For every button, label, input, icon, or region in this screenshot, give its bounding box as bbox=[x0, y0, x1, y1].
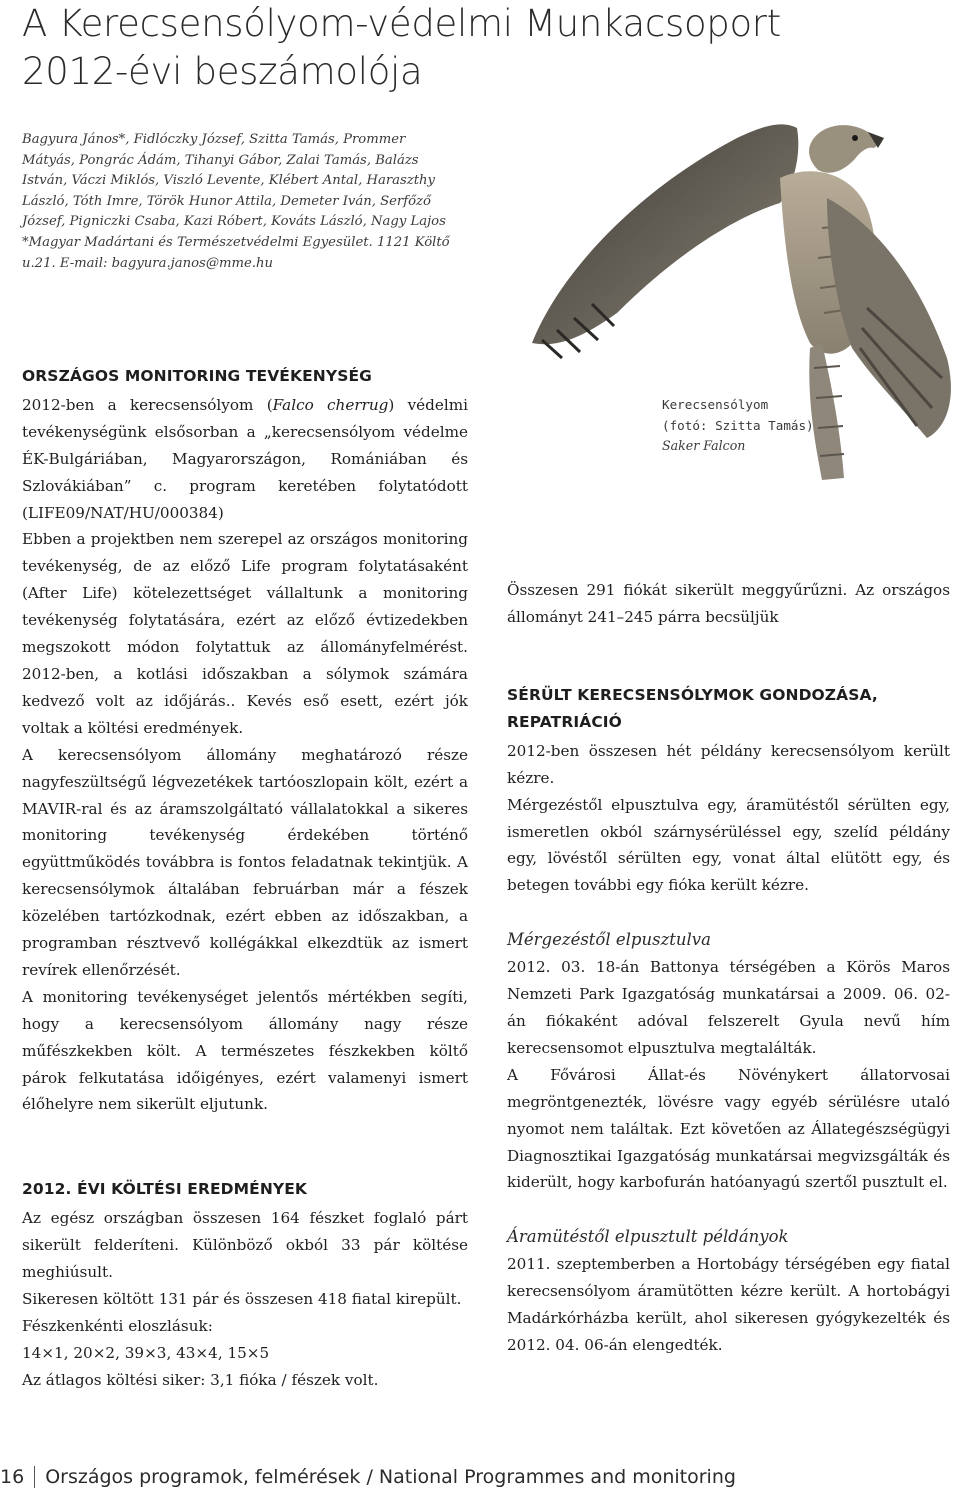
caption-species: Kerecsensólyom bbox=[662, 397, 769, 412]
caption-credit: (fotó: Szitta Tamás) bbox=[662, 417, 814, 433]
monitoring-paragraph-1 bbox=[22, 392, 468, 527]
injured-paragraph-2: Mérgezéstől elpusztulva egy, áramütéstől sérülten egy, ismeretlen okból szárnysérüléssel egy, szelíd példány egy, lövéstől sérülten egy, vonat által elütött egy, és betegen további egy fióka került kézre. bbox=[507, 795, 950, 895]
author-affiliation: *Magyar Madártani és Természetvédelmi Egyesület. 1121 Költő u.21. E-mail: bagyura.janos@mme.hu bbox=[22, 234, 450, 271]
right-column-injured bbox=[507, 682, 950, 1359]
caption-english: Saker Falcon bbox=[662, 438, 746, 453]
monitoring-paragraph-3: A kerecsensólyom állomány meghatározó része nagyfeszültségű légvezetékek tartóoszlopain költ, ezért a MAVIR-ral és az áramszolgáltató vállalatokkal a sikeres monitoring tevékenység érdekében történő együttműködés továbbra is fontos feladatnak tekintjük. A kerecsensólymok általában februárban már a fészek közelében tartózkodnak, ezért ebben az időszakban, a programban résztvevő kollégákkal elkezdtük az ismert revírek ellenőrzését. bbox=[22, 745, 468, 979]
poisoning-paragraph-1: 2012. 03. 18-án Battonya térségében a Körös Maros Nemzeti Park Igazgatóság munkatársai a 2009. 06. 02-án fiókaként adóval felszerelt Gyula nevű hím kerecsensomot elpusztulva megtalálták. bbox=[507, 958, 950, 1057]
author-names: Bagyura János*, Fidlóczky József, Szitta Tamás, Prommer Mátyás, Pongrác Ádám, Tihanyi Gábor, Zalai Tamás, Balázs István, Váczi Miklós, Viszló Levente, Klébert Antal, Haraszthy László, Tóth Imre, Török Hunor Attila, Demeter Iván, Serfőző József, Pigniczki Csaba, Kazi Róbert, Kováts László, Nagy Lajos bbox=[22, 132, 446, 230]
page-number: 16 bbox=[0, 1466, 35, 1488]
injured-heading-line-1: SÉRÜLT KERECSENSÓLYMOK GONDOZÁSA, bbox=[507, 686, 878, 704]
monitoring-heading: ORSZÁGOS MONITORING TEVÉKENYSÉG bbox=[22, 367, 372, 385]
injured-heading-line-2: REPATRIÁCIÓ bbox=[507, 712, 622, 731]
title-line-1: A Kerecsensólyom-védelmi Munkacsoport bbox=[22, 2, 781, 45]
ringing-paragraph: Összesen 291 fiókát sikerült meggyűrűzni. Az országos állományt 241–245 párra becsüljük bbox=[507, 581, 950, 626]
text-span: 2012-ben a kerecsensólyom ( bbox=[22, 395, 273, 414]
breeding-distribution: 14×1, 20×2, 39×3, 43×4, 15×5 bbox=[22, 1343, 270, 1362]
page-footer bbox=[0, 1466, 736, 1488]
electrocution-subheading: Áramütéstől elpusztult példányok bbox=[507, 1227, 789, 1247]
species-name: Falco cherrug bbox=[272, 395, 389, 414]
breeding-heading: 2012. ÉVI KÖLTÉSI EREDMÉNYEK bbox=[22, 1180, 308, 1199]
text-span: ) védelmi tevékenységünk elsősorban a „kerecsensólyom védelme ÉK-Bulgáriában, Magyarországon, Romániában és Szlovákiában” c. program keretében folytatódott (LIFE09/NAT/HU/000384) bbox=[22, 395, 469, 522]
photo-caption bbox=[662, 395, 842, 457]
page-title bbox=[22, 0, 781, 96]
monitoring-paragraph-2: Ebben a projektben nem szerepel az országos monitoring tevékenység, de az előző Life program folytatásaként (After Life) kötelezettséget vállaltunk a monitoring tevékenység folytatására, ezért az előző évtizedekben megszokott módon folytattuk az állományfelmérést. 2012-ben, a kotlási időszakban a sólymok számára kedvező volt az időjárás.. Kevés eső esett, ezért jók voltak a költési eredmények. bbox=[22, 530, 468, 737]
breeding-paragraph-1: Az egész országban összesen 164 fészket foglaló párt sikerült felderíteni. Különböző okból 33 pár költése meghiúsult. bbox=[22, 1209, 468, 1282]
poisoning-paragraph-2: A Fővárosi Állat-és Növénykert állatorvosai megröntgenezték, lövésre vagy egyéb sérülésre utaló nyomot nem találtak. Ezt követően az Állategészségügyi Diagnosztikai Igazgatóság munkatársai megvizsgálták és kiderült, hogy karbofurán hatóanyagú szertől pusztult el. bbox=[507, 1065, 950, 1192]
monitoring-paragraph-4: A monitoring tevékenységet jelentős mértékben segíti, hogy a kerecsensólyom állomány nagy része műfészkekben költ. A természetes fészkekben költő párok felkutatása időigényes, ezért valamenyi ismert élőhelyre nem sikerült eljutunk. bbox=[22, 987, 468, 1114]
poisoning-subheading: Mérgezéstől elpusztulva bbox=[507, 930, 711, 950]
breeding-paragraph-3: Fészkenkénti eloszlásuk: bbox=[22, 1316, 213, 1335]
footer-section: Országos programok, felmérések / National Programmes and monitoring bbox=[45, 1466, 736, 1488]
breeding-paragraph-2: Sikeresen költött 131 pár és összesen 418 fiatal kirepült. bbox=[22, 1290, 462, 1308]
title-line-2: 2012-évi beszámolója bbox=[22, 50, 423, 93]
author-block bbox=[22, 130, 462, 274]
breeding-average: Az átlagos költési siker: 3,1 fióka / fészek volt. bbox=[22, 1370, 379, 1389]
electrocution-paragraph: 2011. szeptemberben a Hortobágy térségében egy fiatal kerecsensólyom áramütötten kézre került. A hortobágyi Madárkórházba került, ahol sikeresen gyógykezelték és 2012. 04. 06-án elengedték. bbox=[507, 1255, 950, 1354]
left-column bbox=[22, 363, 468, 1394]
right-column-ringing bbox=[507, 577, 950, 631]
injured-paragraph-1: 2012-ben összesen hét példány kerecsensólyom került kézre. bbox=[507, 741, 950, 787]
